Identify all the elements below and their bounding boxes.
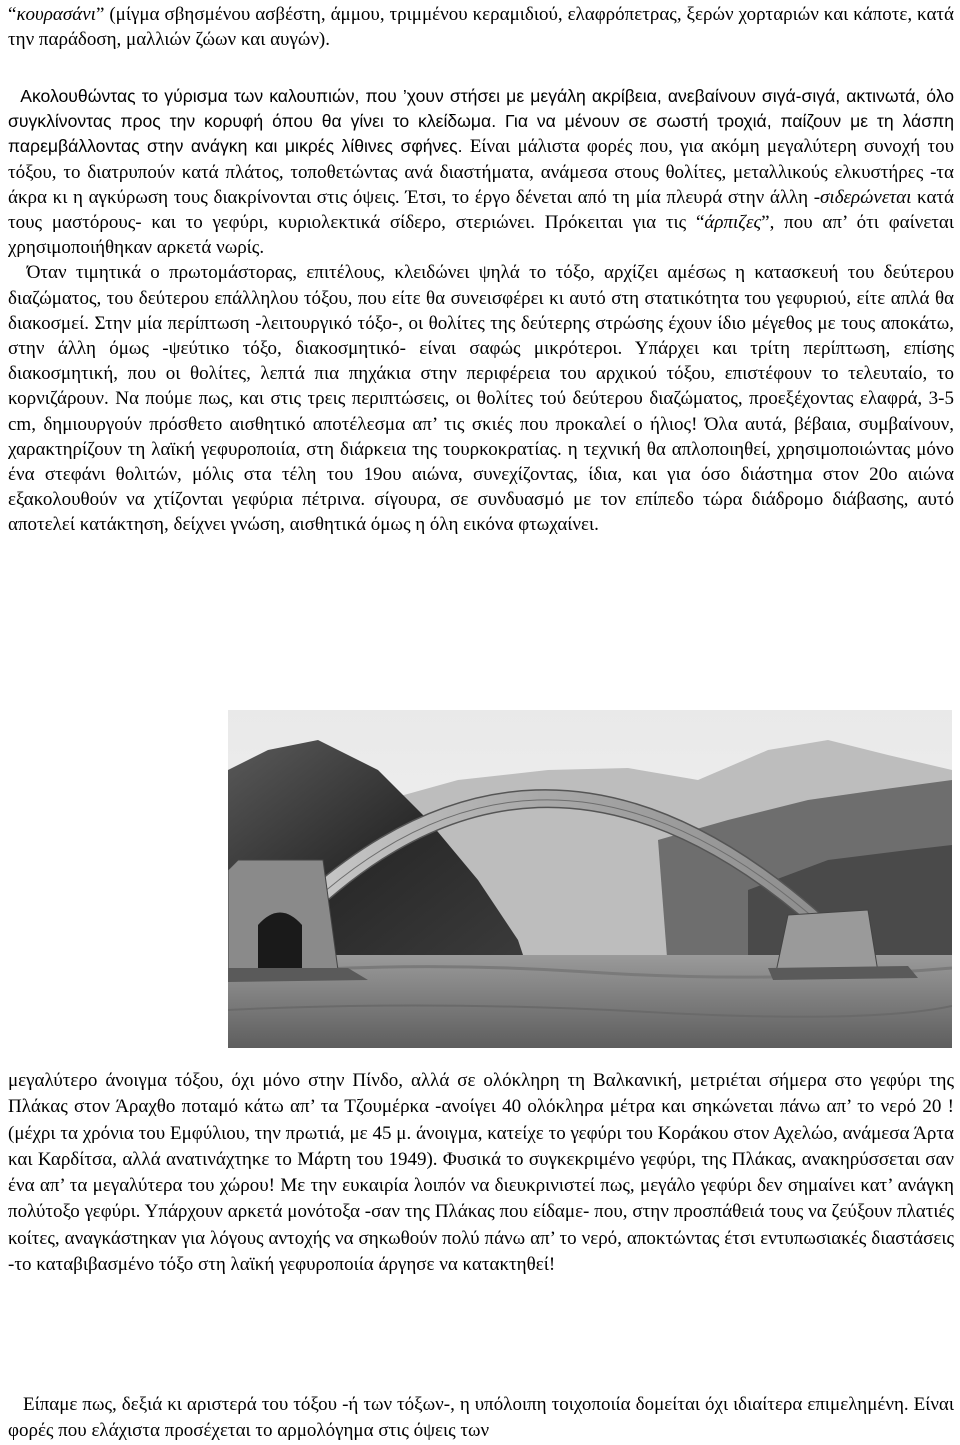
quote-mark: ” bbox=[95, 4, 105, 25]
text-run: κατά τους μαστόρους- και το γεφύρι, κυριολεκτικά σίδερο, στεριώνει. Πρόκειται για τις bbox=[8, 186, 959, 234]
quote-mark: ” bbox=[761, 212, 770, 234]
paragraph-text bbox=[8, 2, 954, 52]
paragraph-text: Είπαμε πως, δεξιά κι αριστερά του τόξου -ή των τόξων-, η υπόλοιπη τοιχοποιία δομείται όχι ιδιαίτερα επιμελημένη. Είναι φορές που ελάχιστα προσέχεται το αρμολόγημα στις όψεις των bbox=[8, 1394, 959, 1442]
paragraph-masonry bbox=[8, 1392, 959, 1445]
small-arch-opening bbox=[258, 913, 302, 971]
paragraph-text: μεγαλύτερο άνοιγμα τόξου, όχι μόνο στην Πίνδο, αλλά σε ολόκληρη τη Βαλκανική, μετριέται σήμερα στο γεφύρι της Πλάκας στον Άραχθο ποταμό κάτω απ’ τα Τζουμέρκα -ανοίγει 40 ολόκληρα μέτρα και σηκώνεται πάνω απ’ το νερό 20 ! (μέχρι τα χρόνια του Εμφύλιου, την πρωτιά, με 45 μ. άνοιγμα, κατείχε το γεφύρι του Κοράκου στον Αχελώο, ανάμεσα Άρτα και Καρδίτσα, αλλά ανατινάχτηκε το Μάρτη του 1949). Φυσικά το συγκεκριμένο γεφύρι, της Πλάκας, ανακηρύσσεται σαν ένα απ’ τα μεγαλύτερα του χώρου! Με την ευκαιρία λοιπόν να διευκρινιστεί πως, μεγάλο γεφύρι δεν σημαίνει κατ’ ανάγκη πολύτοξο γεφύρι. Υπάρχουν αρκετά μονότοξα -σαν της Πλάκας που είδαμε- που, στην προσπάθειά τους να ζεύξουν πλατιές κοίτες, αναγκάστηκαν για λόγους αντοχής να σηκωθούν πολύ πάνω απ’ το νερό, αποκτώντας έτσι εντυπωσιακές διαστάσεις -το καταβιβασμένο τόξο στη λαϊκή γεφυροποιία άργησε να κατακτηθεί! bbox=[8, 1070, 954, 1276]
text-run: Όταν τιμητικά ο πρωτομάστορας, επιτέλους, κλειδώνει ψηλά το τόξο, αρχίζει αμέσως η κατασκευή του δεύτερου διαζώματος, του δεύτερου επάλληλου τόξου, που είτε θα συνεισφέρει κι αυτό στη στατικότητα του γεφυριού, είτε απλά θα διακοσμεί. Στην μία περίπτωση -λειτουργικό τόξο-, οι θολίτες της δεύτερης στρώσης έχουν ίδιο μέγεθος με τους αποκάτω, στην άλλη όμως -ψεύτικο τόξο, διακοσμητικό- είναι σαφώς μικρότεροι. Υπάρχει και τρίτη περίπτωση, επίσης διακοσμητική, που οι θολίτες, λεπτά πια πηχάκια στην περιφέρεια του αρχικού τόξου, επιστέφουν το τελευταίο, το κορνιζάρουν. Να πούμε πως, και στις τρεις περιπτώσεις, οι θολίτες τού δεύτερου διαζώματος, προεξέχοντας ελαφρά, 3-5 cm, δημιουργούν πρόσθετο αισθητικό αποτέλεσμα απ’ τις σκιές που προκαλεί ο ήλιος! Όλα αυτά, βέβαια, συμβαίνουν, χαρακτηρίζουν τη λαϊκή γεφυροποιία, στη διάρκεια της τουρκοκρατίας. η τεχνική θα απλοποιηθεί, χρησιμοποιώντας μόνο ένα στεφάνι θολιτών, μόλις στα τέλη του 19ου αιώνα, συνεχίζοντας, ίδια, και για όσο διάστημα στον 20ο αιώνα εξακολουθούν να χτίζονται γεφύρια πέτρινα. σίγουρα, σε συνδυασμό με τον επίπεδο τώρα διάδρομο διάβασης, αυτό αποτελεί κατάκτηση, δείχνει γνώση, αισθητικά όμως η όλη εικόνα φτωχαίνει. bbox=[8, 262, 959, 536]
rocks bbox=[768, 966, 918, 980]
right-pier bbox=[776, 910, 878, 972]
text-run: (μίγμα σβησμένου ασβέστη, άμμου, τριμμένου κεραμιδιού, ελαφρόπετρας, ξερών χορταριών και κάποτε, κατά την παράδοση, μαλλιών ζώων και αυγών). bbox=[8, 4, 954, 51]
quote-mark: “ bbox=[695, 212, 705, 234]
stone-arch-bridge-photo bbox=[228, 710, 952, 1048]
bridge-photo bbox=[228, 710, 952, 1048]
italic-term: σιδερώνεται bbox=[820, 186, 912, 208]
paragraph-text bbox=[8, 84, 959, 538]
text-run: Ακολουθώντας το γύρισμα των καλουπιών, που ’χουν στήσει με μεγάλη ακρίβεια, ανεβαίνουν σιγά-σιγά, ακτινωτά, όλο συγκλίνοντας προς την κορυφή όπου θα γίνει το κλείδωμα. bbox=[8, 86, 959, 132]
italic-term: κουρασάνι bbox=[16, 4, 96, 25]
paragraph-arch-construction bbox=[8, 84, 959, 538]
paragraph-material bbox=[8, 2, 954, 52]
italic-term: άρπιζες bbox=[704, 212, 762, 234]
paragraph-plaka-bridge bbox=[8, 1068, 954, 1278]
quote-mark: “ bbox=[8, 4, 17, 25]
text-run: Είναι μάλιστα φορές που, για ακόμη μεγαλύτερη συνοχή του τόξου, το διατρυπούν κατά πλάτος, τοποθετώντας ανά διαστήματα, ανάμεσα στους θολίτες, μεταλλικούς ελκυστήρες -τα άκρα κι η αγκύρωση τους διακρίνονται στις όψεις. Έτσι, το έργο δένεται από τη μία πλευρά στην άλλη - bbox=[8, 136, 959, 208]
text-run: , που απ’ ότι φαίνεται χρησιμοποιήθηκαν αρκετά νωρίς. bbox=[8, 212, 959, 259]
text-run: Για να μένουν σε σωστή τροχιά, παίζουν με τη λάσπη παρεμβάλλοντας στην ανάγκη και μικρές λίθινες σφήνες. bbox=[8, 111, 959, 157]
rocks bbox=[228, 968, 368, 982]
